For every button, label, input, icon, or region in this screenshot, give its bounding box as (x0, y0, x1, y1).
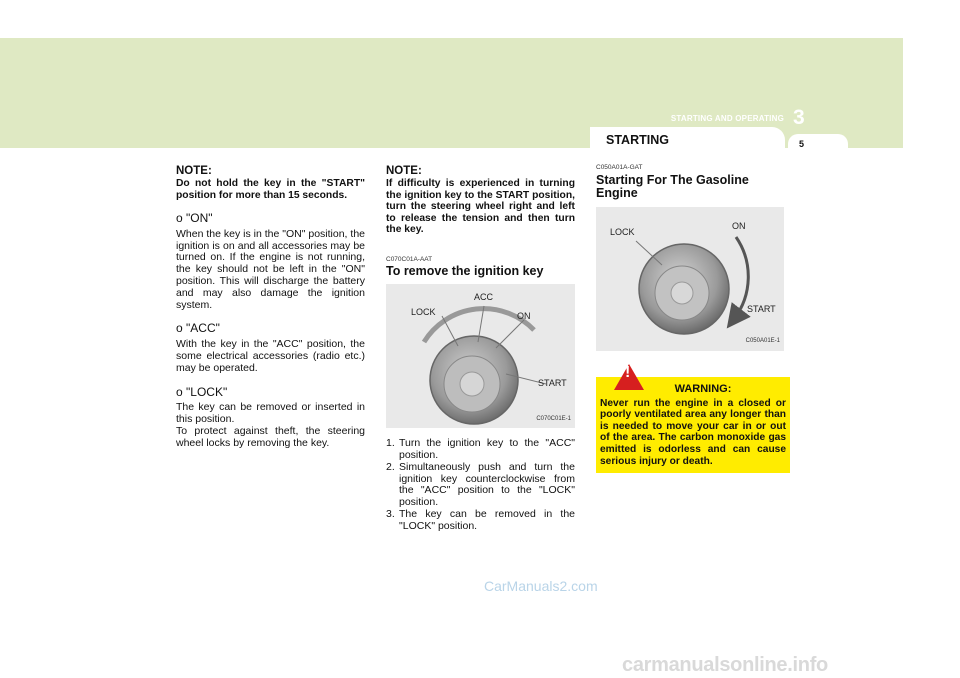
page-tab (788, 134, 848, 152)
chapter-title: STARTING AND OPERATING (670, 114, 784, 123)
column-right (596, 162, 788, 473)
watermark-carmanuals2[interactable]: CarManuals2.com (484, 578, 598, 594)
theft-protection-text: To protect against theft, the steering wheel locks by removing the key. (176, 424, 365, 449)
lock-pointer (442, 316, 458, 346)
section-title: STARTING (606, 133, 669, 147)
page-number: 5 (799, 139, 805, 149)
position-lock-heading: o "LOCK" (176, 384, 228, 399)
watermark-carmanualsonline[interactable]: carmanualsonline.info (622, 654, 828, 676)
ignition-illustration (386, 284, 575, 428)
section-tab (590, 127, 785, 152)
position-on-heading: o "ON" (176, 211, 213, 225)
note-body: Do not hold the key in the "START" position for more than 15 seconds. (176, 178, 365, 201)
section-heading: To remove the ignition key (386, 264, 544, 279)
list-item: 2. Simultaneously push and turn the ignition key counterclockwise from the "ACC" position to the "LOCK" position. (386, 460, 575, 509)
section-code: C050A01A-GAT (596, 164, 643, 171)
label-lock: LOCK (411, 307, 436, 318)
removal-steps (386, 438, 575, 532)
ignition-switch-drawing (386, 284, 575, 428)
label-start: START (747, 303, 776, 314)
section-code: C070C01A-AAT (386, 255, 433, 263)
ignition-illustration (596, 207, 784, 351)
label-on: ON (517, 311, 531, 322)
label-lock: LOCK (610, 226, 635, 237)
label-start: START (538, 378, 567, 389)
position-lock-text: The key can be removed or inserted in this position. (176, 401, 365, 426)
figure-caption: C070C01E-1 (536, 415, 571, 422)
column-left (176, 165, 365, 450)
column-middle (386, 165, 575, 533)
label-on: ON (732, 220, 746, 231)
position-on-text: When the key is in the "ON" position, the ignition is on and all accessories may be turned on. If the engine is not running, the key should not be left in the "ON" position. This will discharge the battery and may also damage the ignition system. (176, 227, 365, 311)
warning-box (596, 363, 790, 473)
section-heading: Starting For The Gasoline Engine (596, 172, 749, 200)
list-item: 3. The key can be removed in the "LOCK" position. (386, 508, 575, 532)
chapter-number: 3 (793, 106, 805, 129)
note-heading: NOTE: (386, 165, 422, 177)
key-slot (460, 372, 484, 396)
warning-body: Never run the engine in a closed or poorly ventilated area any longer than is needed to move your car in or out of the area. The carbon monoxide gas emitted is odorless and can cause serious injury or death. (600, 397, 786, 467)
key-slot (671, 282, 693, 304)
figure-caption: C050A01E-1 (745, 338, 780, 344)
label-acc: ACC (474, 292, 494, 303)
exclamation-icon: ! (625, 363, 631, 381)
on-pointer (496, 320, 524, 348)
warning-title: WARNING: (674, 382, 732, 395)
list-item: 1. Turn the ignition key to the "ACC" position. (386, 437, 575, 462)
position-acc-text: With the key in the "ACC" position, the some electrical accessories (radio etc.) may be operated. (176, 338, 365, 374)
note-heading: NOTE: (176, 165, 212, 177)
note-body: If difficulty is experienced in turning the ignition key to the START position, turn the steering wheel right and left to release the tension and then turn the key. (386, 178, 575, 235)
position-acc-heading: o "ACC" (176, 321, 220, 336)
